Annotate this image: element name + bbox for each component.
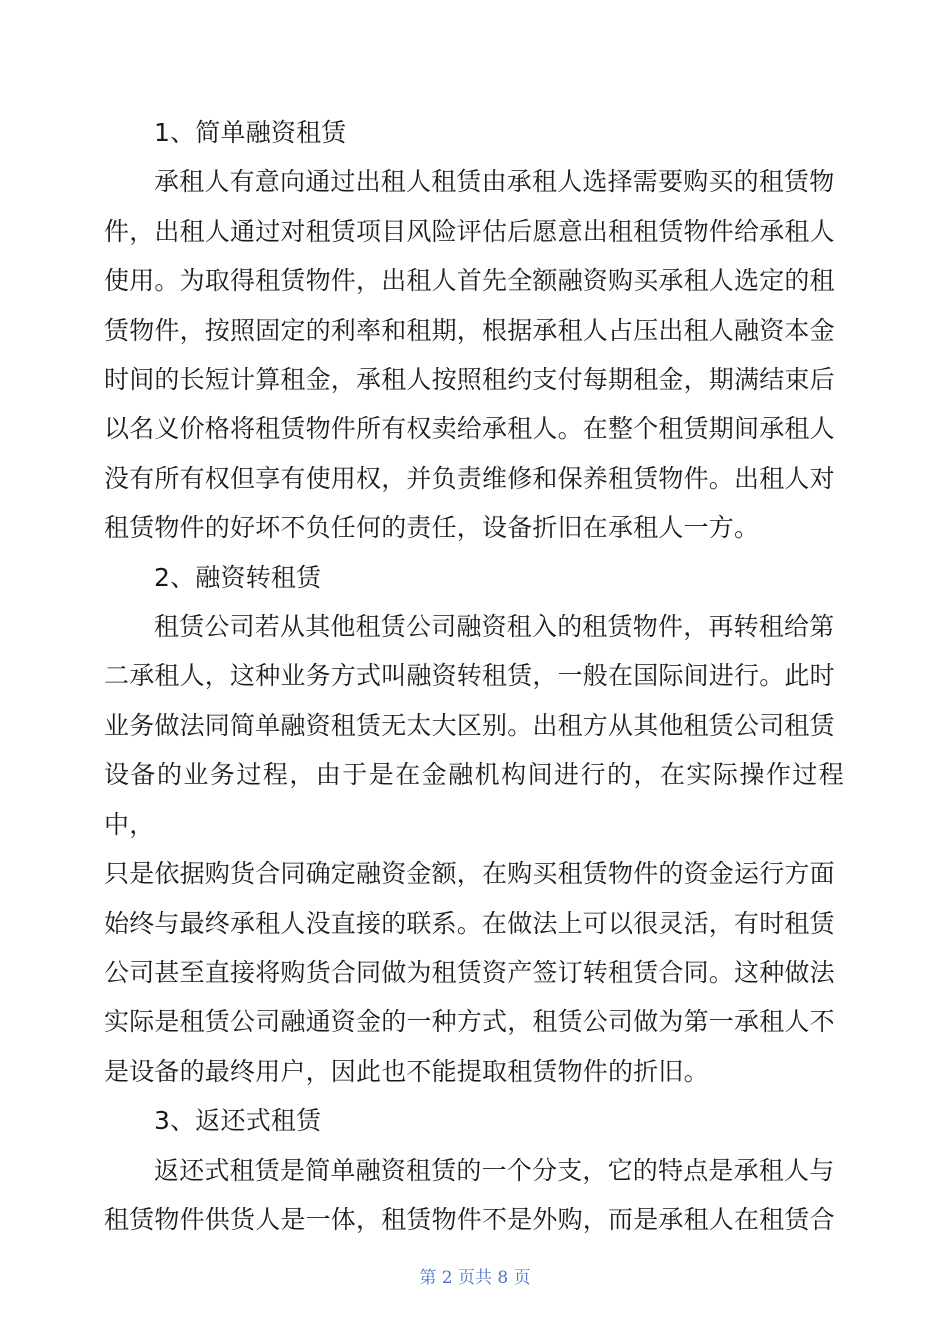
section2-paragraph [104,602,844,1096]
paragraph-line: 以名义价格将租赁物件所有权卖给承租人。在整个租赁期间承租人 [104,414,835,444]
paragraph-line: 赁物件，按照固定的利率和租期，根据承租人占压出租人融资本金 [104,315,835,345]
paragraph-line: 使用。为取得租赁物件，出租人首先全额融资购买承租人选定的租 [104,266,835,296]
paragraph-line: 业务做法同简单融资租赁无太大区别。出租方从其他租赁公司租赁 [104,710,835,740]
paragraph-line: 时间的长短计算租金，承租人按照租约支付每期租金，期满结束后 [104,365,835,395]
section3-paragraph [104,1146,844,1245]
paragraph-line: 公司甚至直接将购货合同做为租赁资产签订转租赁合同。这种做法 [104,957,835,987]
section1-heading: 1、简单融资租赁 [154,118,347,147]
paragraph-line: 租赁物件供货人是一体，租赁物件不是外购，而是承租人在租赁合 [104,1204,835,1234]
paragraph-line: 始终与最终承租人没直接的联系。在做法上可以很灵活，有时租赁 [104,908,835,938]
paragraph-line: 租赁物件的好坏不负任何的责任，设备折旧在承租人一方。 [104,513,760,543]
paragraph-line: 二承租人，这种业务方式叫融资转租赁，一般在国际间进行。此时 [104,661,835,691]
paragraph-line: 是设备的最终用户，因此也不能提取租赁物件的折旧。 [104,1056,709,1086]
paragraph-line: 承租人有意向通过出租人租赁由承租人选择需要购买的租赁物 [154,167,835,197]
paragraph-line: 只是依据购货合同确定融资金额，在购买租赁物件的资金运行方面 [104,859,835,889]
document-body [104,108,844,1244]
paragraph-line: 设备的业务过程，由于是在金融机构间进行的，在实际操作过程中， [104,760,844,839]
paragraph-line: 返还式租赁是简单融资租赁的一个分支，它的特点是承租人与 [154,1155,835,1185]
paragraph-line: 实际是租赁公司融通资金的一种方式，租赁公司做为第一承租人不 [104,1007,835,1037]
paragraph-line: 租赁公司若从其他租赁公司融资租入的租赁物件，再转租给第 [154,612,835,642]
section3-heading: 3、返还式租赁 [154,1106,322,1136]
paragraph-line: 件，出租人通过对租赁项目风险评估后愿意出租租赁物件给承租人 [104,216,835,246]
page-number-footer: 第 2 页共 8 页 [419,1268,531,1288]
section2-heading: 2、融资转租赁 [154,562,322,592]
section1-paragraph [104,157,844,552]
paragraph-line: 没有所有权但享有使用权，并负责维修和保养租赁物件。出租人对 [104,463,835,493]
